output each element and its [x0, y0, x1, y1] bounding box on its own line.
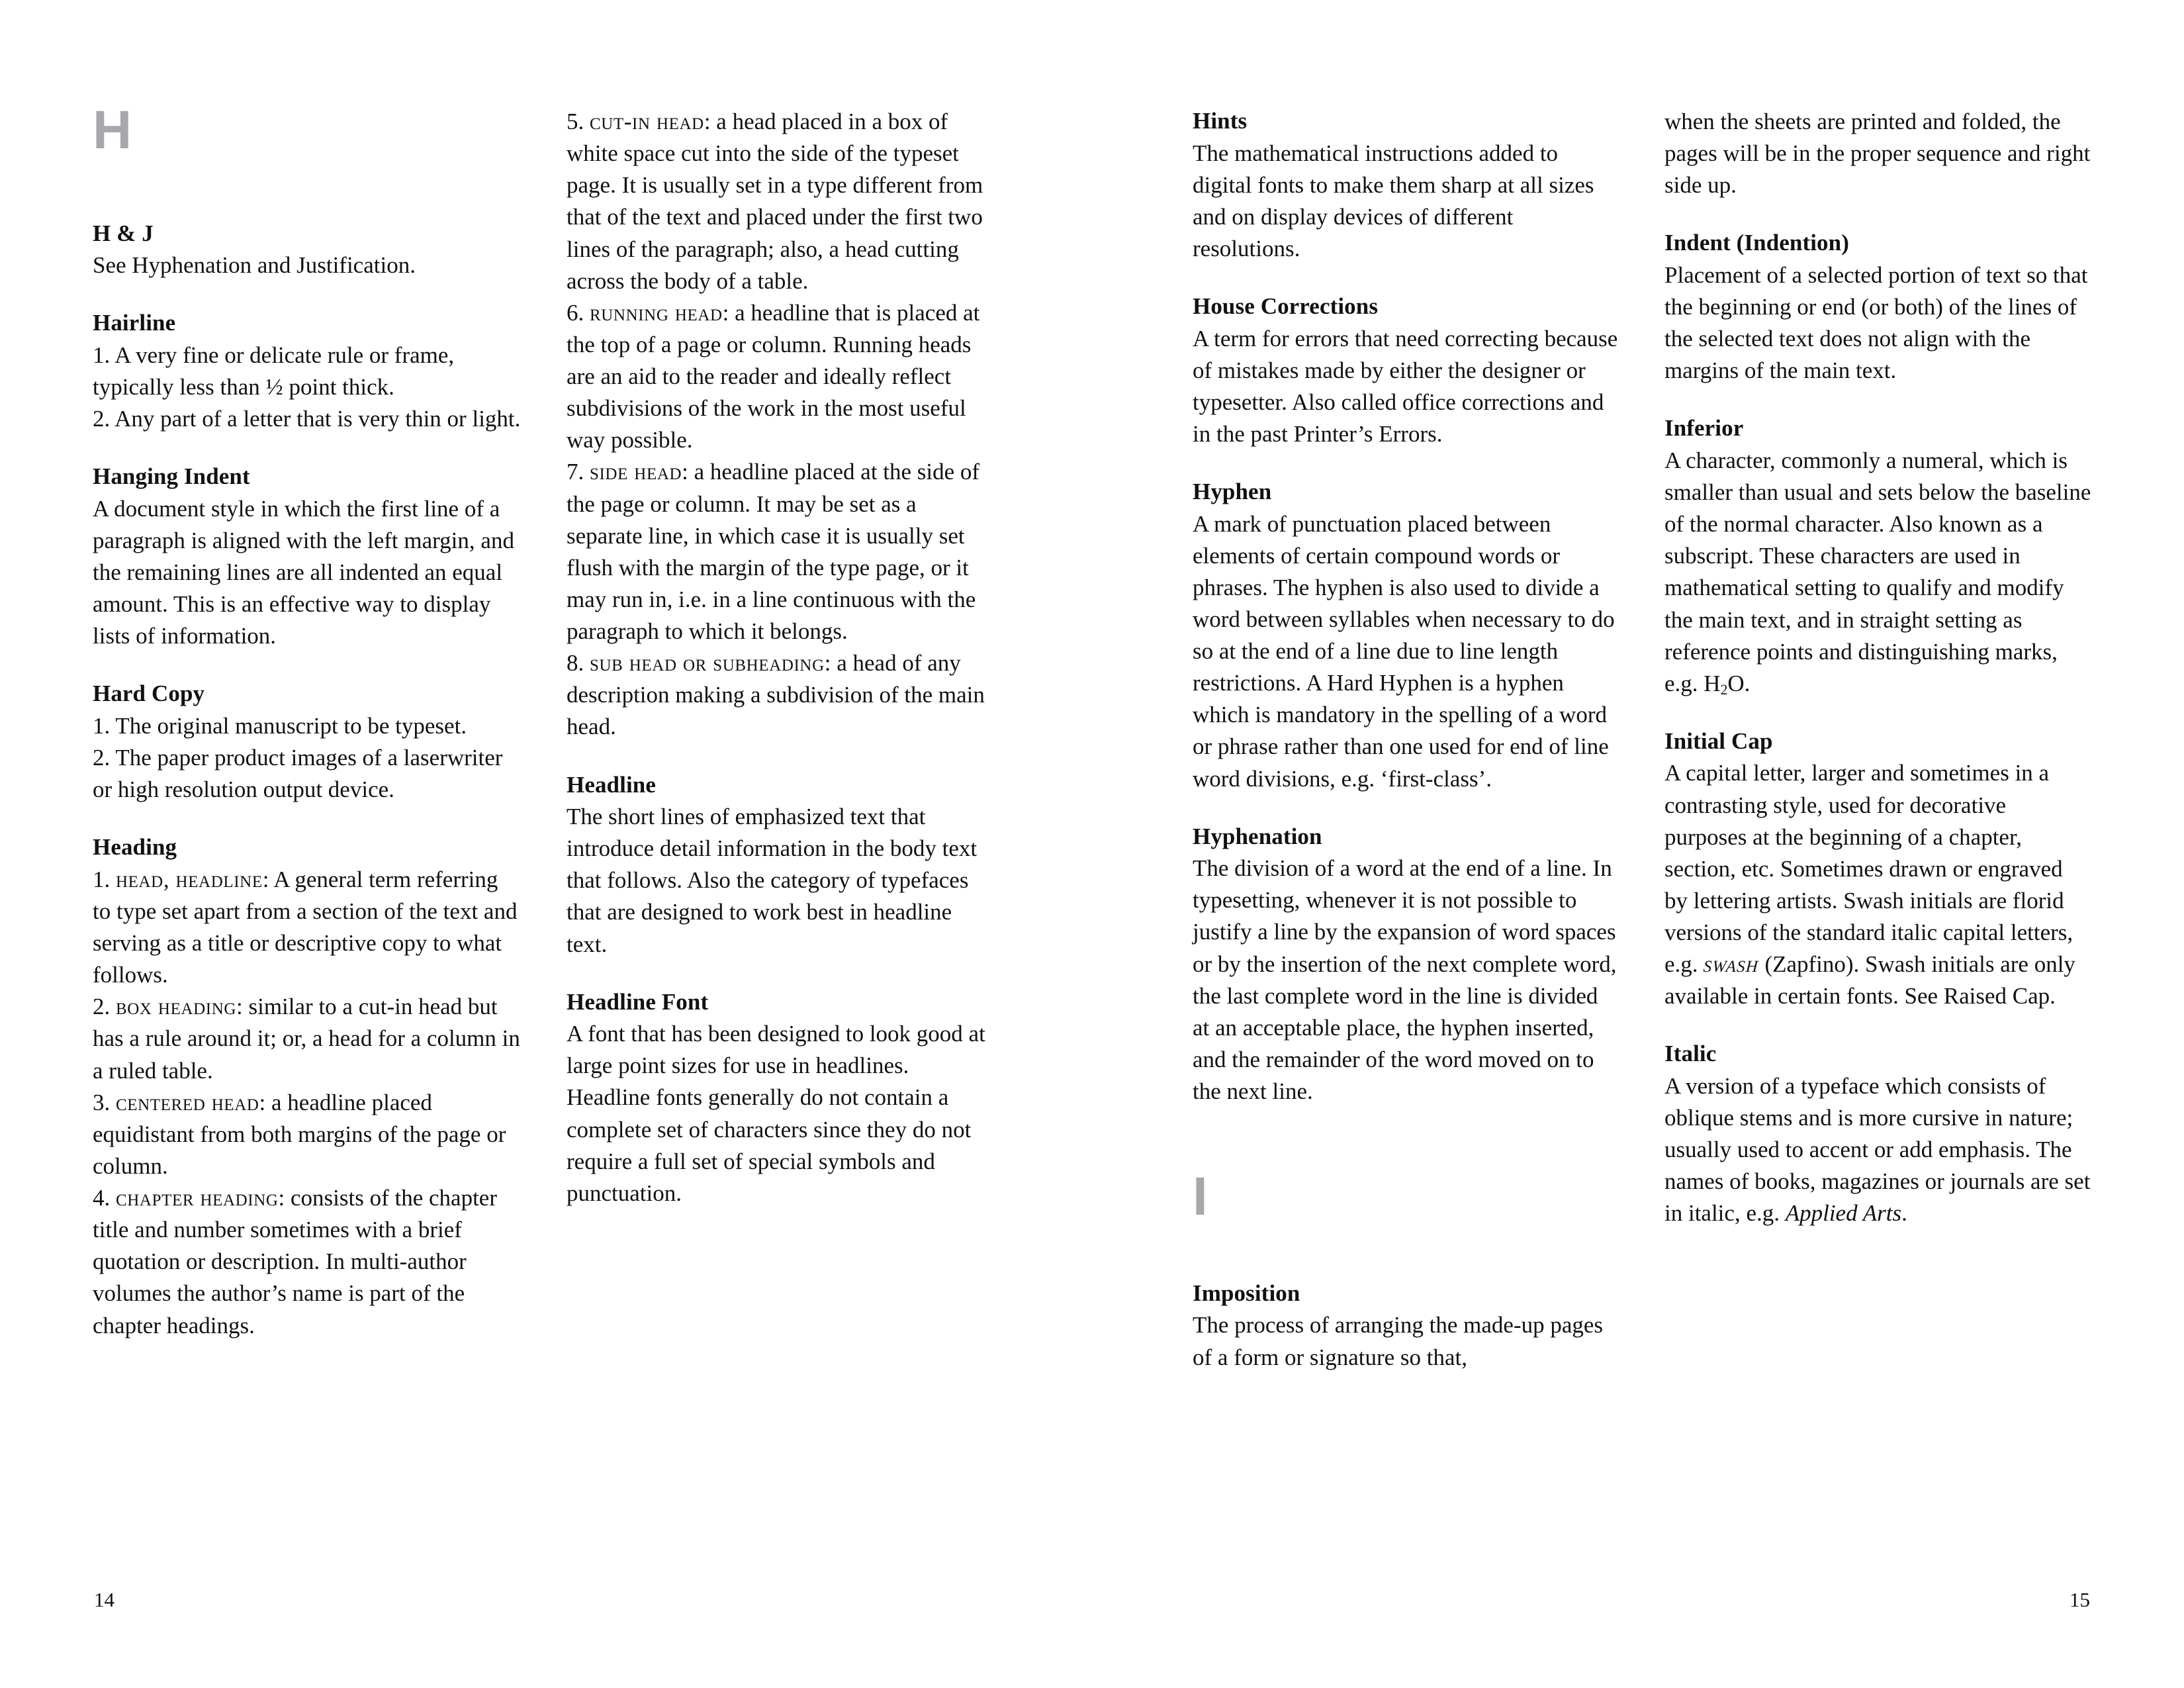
initial-cap-text-part-1: A capital letter, larger and sometimes in a contrasting style, used for decorative purposes at the beginning of a chapter, section, etc. Sometimes drawn or engraved by lettering artists. Swash initials are florid versions of the standard italic capital letters, e.g.	[1664, 760, 2073, 978]
definition-heading-4	[93, 1182, 522, 1342]
definition-initial-cap	[1664, 757, 2091, 1012]
definition-hyphen: A mark of punctuation placed between elements of certain compound words or phrases. The hyphen is also used to divide a word between syllables when necessary to do so at the end of a line due to line length restrictions. A Hard Hyphen is a hyphen which is mandatory in the spelling of a word or phrase rather than one used for end of line word divisions, e.g. ‘first-class’.	[1193, 510, 1615, 792]
column-1	[93, 100, 522, 1342]
term-italic: Italic	[1664, 1041, 1717, 1067]
term-inferior: Inferior	[1664, 415, 1744, 442]
heading-item-5-label: cut-in head	[590, 109, 704, 134]
column-3	[1193, 106, 1619, 1374]
entry-hints	[1193, 106, 1619, 265]
term-headline: Headline	[567, 771, 656, 798]
heading-item-2-label: box heading	[116, 994, 237, 1020]
inferior-text-part-2: O.	[1727, 670, 1751, 696]
entry-heading-continued	[567, 106, 995, 743]
definition-italic	[1664, 1070, 2091, 1230]
definition-heading-8	[567, 647, 995, 743]
definition-hairline-2: 2. Any part of a letter that is very thin or light.	[93, 406, 521, 432]
term-initial-cap: Initial Cap	[1664, 727, 1773, 754]
heading-item-3-label: centered head	[116, 1089, 259, 1115]
definition-heading-5	[567, 106, 995, 297]
definition-imposition-continued: when the sheets are printed and folded, the pages will be in the proper sequence and right side up.	[1664, 109, 2091, 199]
folio-left: 14	[94, 1588, 114, 1611]
definition-hints: The mathematical instructions added to digital fonts to make them sharp at all sizes and on display devices of different resolutions.	[1193, 140, 1594, 261]
definition-hairline-1: 1. A very fine or delicate rule or frame, typically less than ½ point thick.	[93, 342, 455, 400]
heading-item-5-text: : a head placed in a box of white space cut into the side of the typeset page. It is usually set in a type different from that of the text and placed under the first two lines of the paragraph; also, a head cutting across the body of a table.	[567, 109, 983, 294]
letter-mark-spacer	[1193, 1134, 1619, 1172]
entry-h-and-j	[93, 218, 522, 282]
definition-hyphenation: The division of a word at the end of a line. In typesetting, whenever it is not possible to justify a line by the expansion of word spaces or by the insertion of the next complete word, the last complete word in the line is divided at an acceptable place, the hyphen inserted, and the remainder of the word moved on to the next line.	[1193, 855, 1617, 1104]
entry-headline	[567, 770, 995, 961]
entry-hard-copy	[93, 679, 522, 806]
term-heading: Heading	[93, 834, 177, 861]
heading-item-6-number: 6.	[567, 299, 590, 326]
heading-item-7-number: 7.	[567, 459, 590, 485]
column-2	[567, 106, 995, 1209]
term-indent: Indent (Indention)	[1664, 230, 1849, 256]
inferior-text-part-1: A character, commonly a numeral, which is smaller than usual and sets below the baseline of the normal character. Also known as a subscript. These characters are used in mathematical setting to qualify and modify the main text, and in straight setting as reference points and distinguishing marks, e.g. H	[1664, 447, 2091, 696]
heading-item-8-text: : a head of any description making a subdivision of the main head.	[567, 650, 985, 740]
heading-item-2-text: : similar to a cut-in head but has a rule around it; or, a head for a column in a ruled table.	[93, 994, 520, 1084]
definition-heading-6	[567, 297, 995, 457]
folio-right: 15	[2070, 1588, 2090, 1611]
heading-item-4-label: chapter heading	[116, 1185, 279, 1211]
definition-imposition: The process of arranging the made-up pages of a form or signature so that,	[1193, 1312, 1604, 1370]
definition-indent: Placement of a selected portion of text so that the beginning or end (or both) of the lines of the selected text does not align with the margins of the main text.	[1664, 261, 2088, 384]
italic-sample-title: Applied Arts	[1785, 1200, 1902, 1227]
entry-heading	[93, 832, 522, 1341]
italic-text-part-2: .	[1901, 1200, 1907, 1227]
term-hairline: Hairline	[93, 310, 176, 336]
heading-item-3-text: : a headline placed equidistant from both margins of the page or column.	[93, 1089, 506, 1179]
entry-italic	[1664, 1039, 2091, 1229]
entry-headline-font	[567, 987, 995, 1209]
term-h-and-j: H & J	[93, 220, 154, 246]
definition-headline: The short lines of emphasized text that introduce detail information in the body text that follows. Also the category of typefaces that are designed to work best in headline text.	[567, 804, 978, 957]
entry-indent	[1664, 228, 2091, 387]
entry-imposition	[1193, 1278, 1619, 1374]
definition-hanging-indent: A document style in which the first line of a paragraph is aligned with the left margin, and the remaining lines are all indented an equal amount. This is an effective way to display lists of information.	[93, 495, 514, 649]
heading-item-3-number: 3.	[93, 1089, 116, 1115]
definition-headline-font: A font that has been designed to look good at large point sizes for use in headlines. Headline fonts generally do not contain a complete set of characters since they do not require a full set of special symbols and punctuation.	[567, 1021, 985, 1206]
heading-item-6-label: running head	[590, 299, 723, 326]
term-imposition: Imposition	[1193, 1280, 1300, 1306]
subscript-two: 2	[1720, 681, 1728, 698]
heading-item-1-label: head, headline	[116, 866, 263, 892]
right-page	[1092, 0, 2184, 1688]
term-hyphen: Hyphen	[1193, 479, 1272, 504]
heading-item-1-number: 1.	[93, 866, 116, 892]
italic-text-part-1: A version of a typeface which consists of oblique stems and is more cursive in nature; usually used to accent or add emphasis. The names of books, magazines or journals are set in italic, e.g.	[1664, 1072, 2091, 1227]
term-headline-font: Headline Font	[567, 988, 709, 1015]
heading-item-2-number: 2.	[93, 994, 116, 1020]
heading-item-7-label: side head	[590, 459, 682, 485]
heading-item-7-text: : a headline placed at the side of the page or column. It may be set as a separate line, in which case it is usually set flush with the margin of the type page, or it may run in, i.e. in a line continuous with the paragraph to which it belongs.	[567, 459, 980, 644]
heading-item-6-text: : a headline that is placed at the top of a page or column. Running heads are an aid to the reader and ideally reflect subdivisions of the work in the most useful way possible.	[567, 299, 980, 453]
entry-hanging-indent	[93, 461, 522, 652]
term-hints: Hints	[1193, 108, 1248, 134]
definition-heading-2	[93, 991, 522, 1086]
left-page-columns	[93, 100, 1092, 1342]
definition-heading-3	[93, 1087, 522, 1182]
term-hyphenation: Hyphenation	[1193, 823, 1322, 849]
letter-mark-i: I	[1193, 1166, 1208, 1227]
right-page-columns	[1193, 106, 2184, 1374]
entry-hyphen	[1193, 477, 1619, 795]
column-4	[1664, 106, 2091, 1230]
heading-item-5-number: 5.	[567, 109, 590, 134]
entry-hairline	[93, 308, 522, 435]
heading-item-1-text: : A general term referring to type set apart from a section of the text and serving as a title or descriptive copy to what follows.	[93, 866, 518, 988]
term-hard-copy: Hard Copy	[93, 680, 205, 707]
entry-inferior	[1664, 413, 2091, 700]
initial-cap-text-part-2: (Zapfino). Swash initials are only available in certain fonts. See Raised Cap.	[1664, 951, 2075, 1009]
term-hanging-indent: Hanging Indent	[93, 463, 250, 490]
definition-heading-7	[567, 456, 995, 647]
definition-h-and-j: See Hyphenation and Justification.	[93, 252, 416, 279]
heading-item-8-label: sub head or subheading	[590, 650, 825, 677]
entry-hyphenation	[1193, 821, 1619, 1108]
definition-inferior	[1664, 445, 2091, 700]
entry-house-corrections	[1193, 291, 1619, 450]
entry-initial-cap	[1664, 726, 2091, 1013]
heading-item-8-number: 8.	[567, 650, 590, 677]
definition-hard-copy-2: 2. The paper product images of a laserwriter or high resolution output device.	[93, 745, 503, 803]
heading-item-4-number: 4.	[93, 1185, 116, 1211]
definition-house-corrections: A term for errors that need correcting because of mistakes made by either the designer or typesetter. Also called office corrections and in the past Printer’s Errors.	[1193, 325, 1618, 447]
definition-heading-1	[93, 864, 522, 992]
swash-sample-text: swash	[1702, 951, 1760, 978]
entry-imposition-continued	[1664, 106, 2091, 201]
letter-mark-h: H	[93, 100, 132, 160]
term-house-corrections: House Corrections	[1193, 293, 1379, 319]
heading-item-4-text: : consists of the chapter title and number sometimes with a brief quotation or description. In multi-author volumes the author’s name is part of the chapter headings.	[93, 1185, 497, 1338]
definition-hard-copy-1: 1. The original manuscript to be typeset.	[93, 712, 467, 739]
